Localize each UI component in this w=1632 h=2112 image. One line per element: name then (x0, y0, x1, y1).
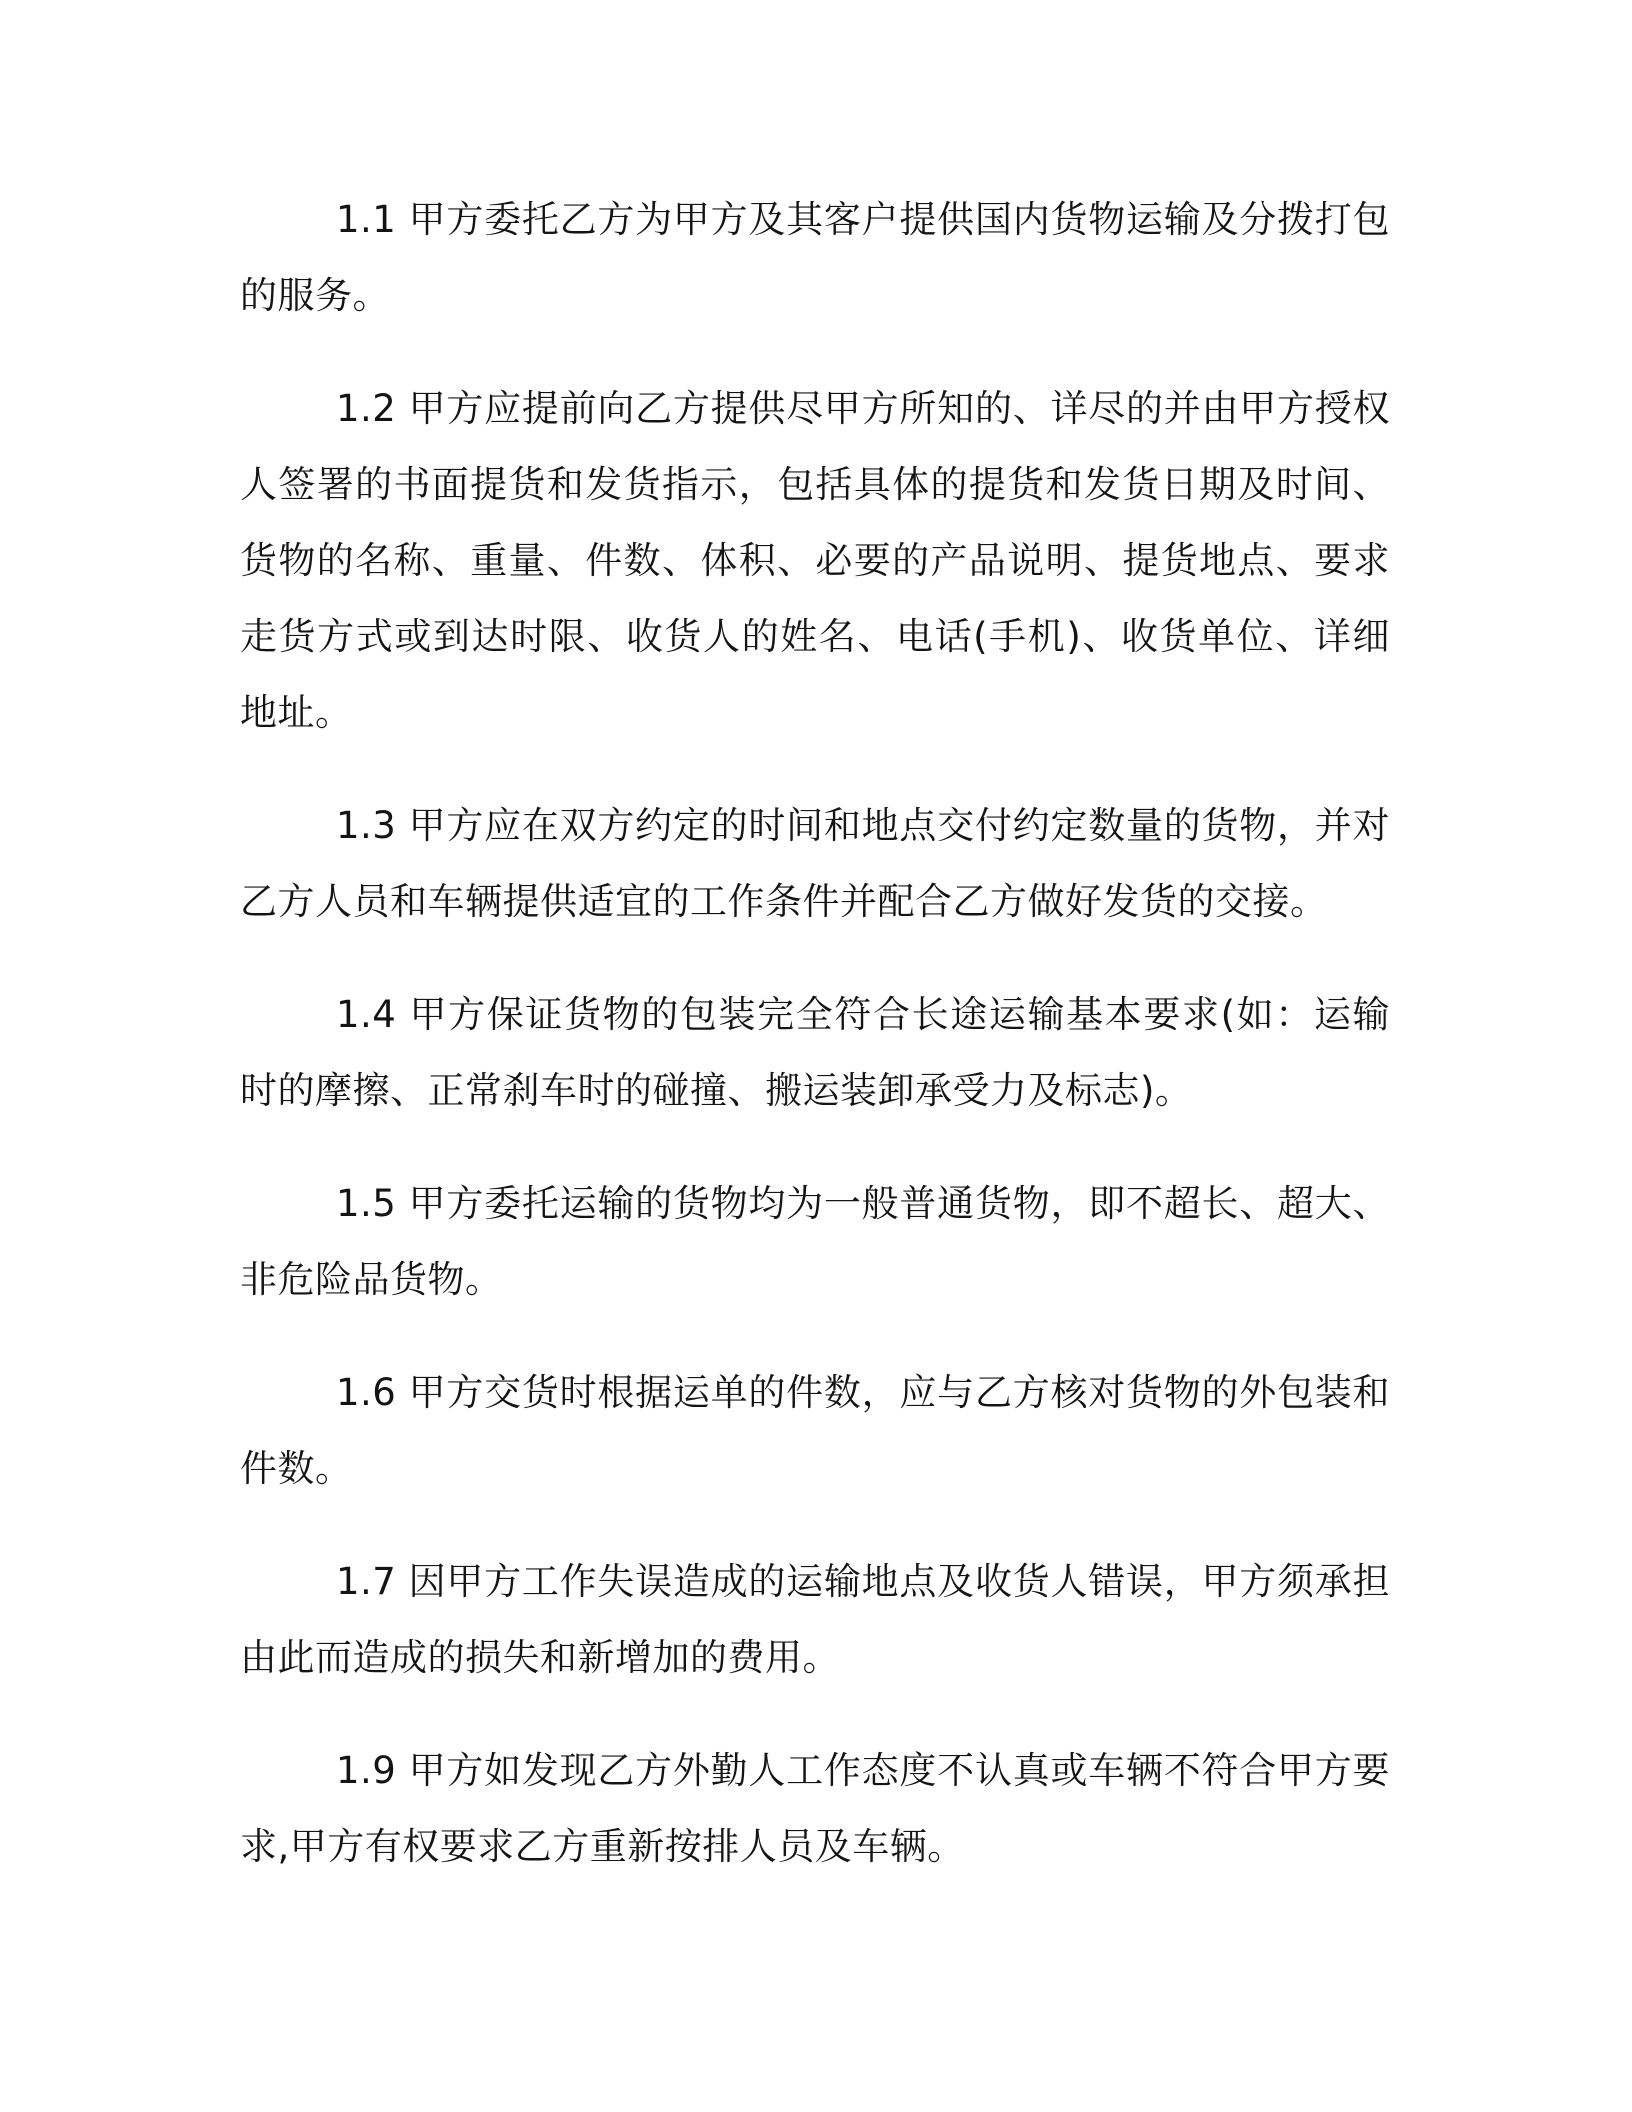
clause-number: 1.3 (336, 804, 397, 847)
clause-number: 1.7 (336, 1560, 397, 1603)
clause-number: 1.9 (336, 1749, 397, 1792)
clause-number: 1.2 (336, 387, 397, 430)
clause-number: 1.6 (336, 1371, 397, 1414)
clause-text: 因甲方工作失误造成的运输地点及收货人错误，甲方须承担由此而造成的损失和新增加的费用。 (240, 1560, 1390, 1679)
clause-1-4 (240, 977, 1390, 1129)
clause-text: 甲方如发现乙方外勤人工作态度不认真或车辆不符合甲方要求,甲方有权要求乙方重新按排人员及车辆。 (240, 1749, 1390, 1868)
clause-text: 甲方委托运输的货物均为一般普通货物，即不超长、超大、非危险品货物。 (240, 1182, 1390, 1301)
clause-1-7 (240, 1544, 1390, 1696)
clause-1-9 (240, 1733, 1390, 1885)
clause-number: 1.4 (336, 993, 397, 1036)
clause-text: 甲方委托乙方为甲方及其客户提供国内货物运输及分拨打包的服务。 (240, 198, 1390, 317)
document-body (240, 182, 1390, 1922)
clause-1-5 (240, 1166, 1390, 1318)
clause-text: 甲方交货时根据运单的件数，应与乙方核对货物的外包装和件数。 (240, 1371, 1390, 1490)
clause-1-6 (240, 1355, 1390, 1507)
clause-1-2 (240, 371, 1390, 751)
clause-1-3 (240, 788, 1390, 940)
clause-text: 甲方应提前向乙方提供尽甲方所知的、详尽的并由甲方授权人签署的书面提货和发货指示，包括具体的提货和发货日期及时间、货物的名称、重量、件数、体积、必要的产品说明、提货地点、要求走货方式或到达时限、收货人的姓名、电话(手机)、收货单位、详细地址。 (240, 387, 1390, 734)
clause-1-1 (240, 182, 1390, 334)
clause-text: 甲方保证货物的包装完全符合长途运输基本要求(如：运输时的摩擦、正常刹车时的碰撞、搬运装卸承受力及标志)。 (240, 993, 1390, 1112)
clause-text: 甲方应在双方约定的时间和地点交付约定数量的货物，并对乙方人员和车辆提供适宜的工作条件并配合乙方做好发货的交接。 (240, 804, 1390, 923)
clause-number: 1.1 (336, 198, 397, 241)
clause-number: 1.5 (336, 1182, 397, 1225)
